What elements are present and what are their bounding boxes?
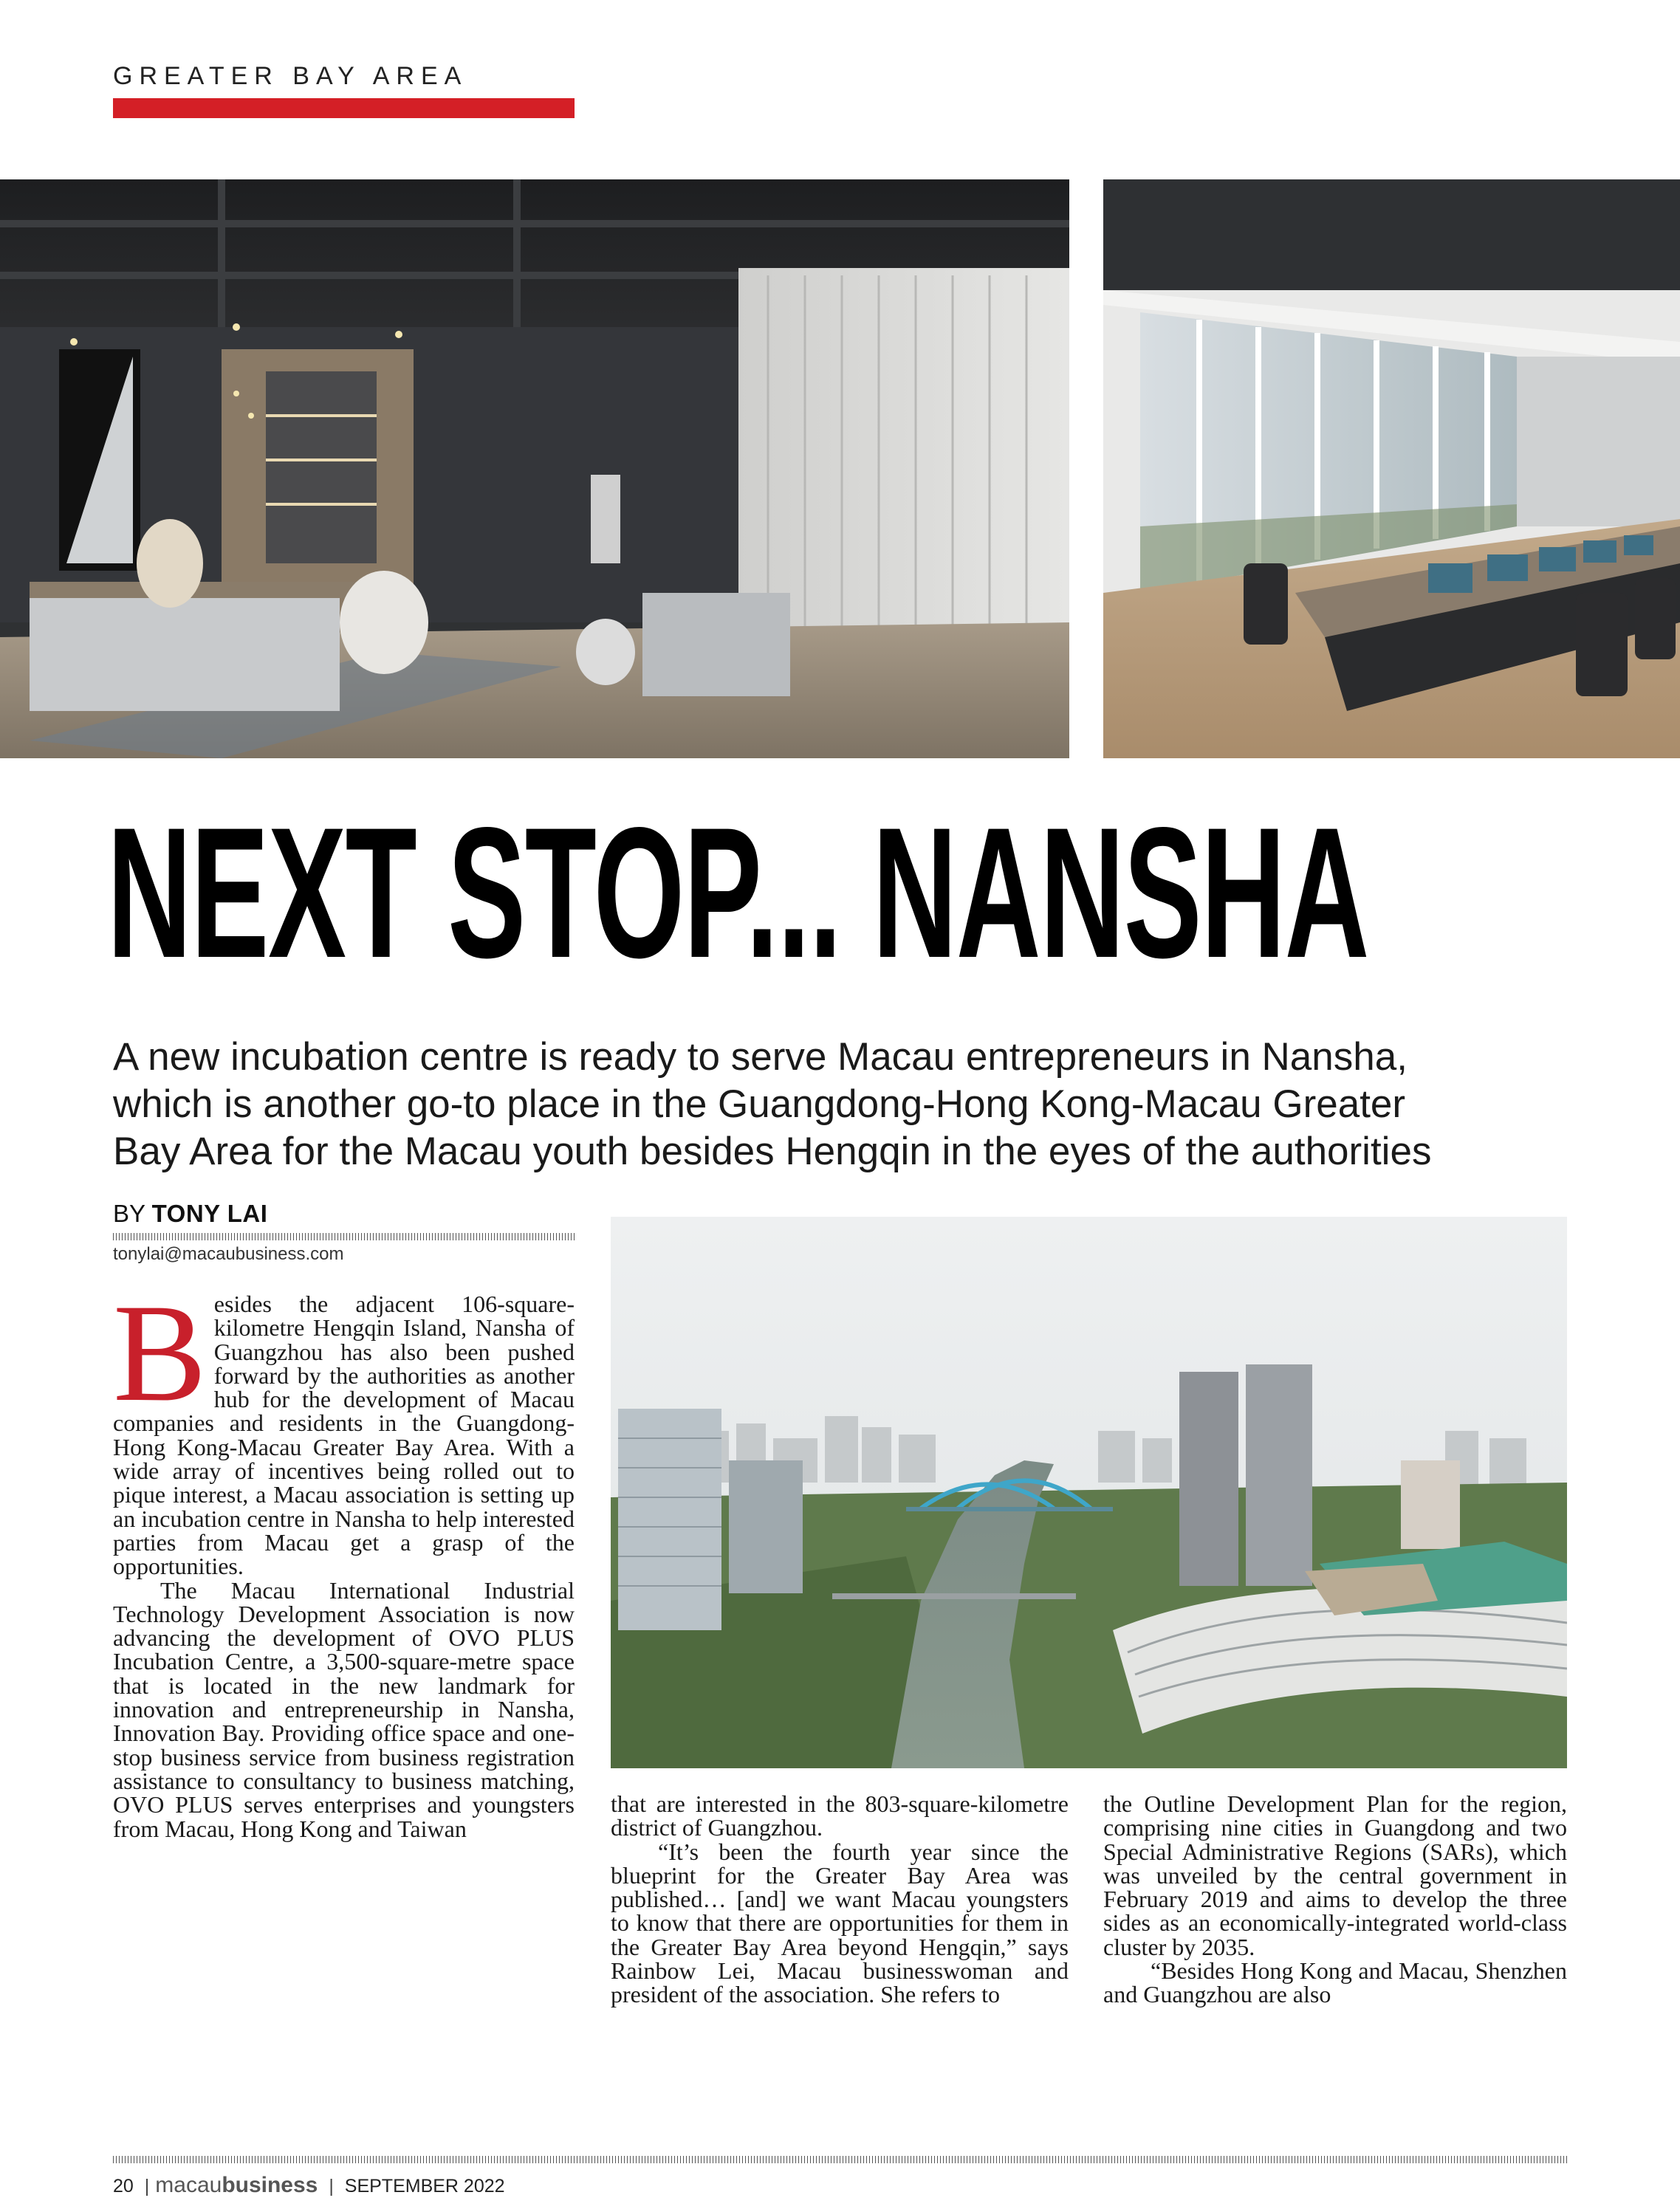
brand-name-bold: business (222, 2173, 318, 2197)
body-paragraph: that are interested in the 803-square-kilometre district of Guangzhou. (611, 1790, 1069, 1841)
body-column-2 (611, 1792, 1069, 2132)
section-label: GREATER BAY AREA (113, 62, 468, 90)
page-number: 20 (113, 2176, 134, 2196)
headline: NEXT STOP... NANSHA (107, 789, 1369, 997)
footer-separator: | (329, 2176, 334, 2196)
deck-line: A new incubation centre is ready to serve Macau entrepreneurs in Nansha, (113, 1035, 1408, 1079)
body-column-3 (1103, 1792, 1567, 2132)
drop-cap: B (113, 1276, 207, 1431)
brand-name-light: macau (155, 2173, 222, 2197)
issue-date: SEPTEMBER 2022 (344, 2176, 505, 2196)
author-email: tonylai@macaubusiness.com (113, 1244, 344, 1264)
page-footer (113, 2173, 505, 2198)
body-paragraph: “Besides Hong Kong and Macau, Shenzhen and Guangzhou are also (1103, 1957, 1567, 2008)
section-accent-bar (113, 98, 575, 118)
body-column-1 (113, 1276, 575, 2134)
deck-line: Bay Area for the Macau youth besides Hengqin in the eyes of the authorities (113, 1130, 1432, 1173)
byline (113, 1200, 267, 1228)
body-paragraph: the Outline Development Plan for the region, comprising nine cities in Guangdong and two Special Administrative Regions (SARs), which was unveiled by the central government in February 2019 and aims to develop the three sides as an economically-integrated world-class cluster by 2035. (1103, 1790, 1567, 1960)
nansha-aerial-photo (611, 1217, 1567, 1768)
office-interior-photo (0, 179, 1069, 758)
byline-divider (113, 1233, 575, 1240)
body-paragraph: The Macau International Industrial Technology Development Association is now advancing the development of OVO PLUS Incubation Centre, a 3,500-square-metre space that is located in the new landmark for innovation and entrepreneurship in Nansha, Innovation Bay. Providing office space and one-stop business service from business registration assistance to consultancy to business matching, OVO PLUS serves enterprises and youngsters from Macau, Hong Kong and Taiwan (113, 1576, 575, 1842)
footer-separator: | (144, 2176, 150, 2196)
byline-author: TONY LAI (151, 1200, 268, 1227)
paragraph-text: esides the adjacent 106-square-kilometre Hengqin Island, Nansha of Guangzhou has also been pushed forward by the authorities as another hub for the development of Macau companies and residents in the Guangdong-Hong Kong-Macau Greater Bay Area. With a wide array of incentives being rolled out to pique interest, a Macau association is setting up an incubation centre in Nansha to help interested parties from Macau get a grasp of the opportunities. (113, 1291, 575, 1580)
byline-prefix: BY (113, 1200, 145, 1227)
footer-divider (113, 2156, 1567, 2163)
open-workspace-photo (1103, 179, 1680, 758)
deck-line: which is another go-to place in the Guangdong-Hong Kong-Macau Greater (113, 1082, 1406, 1126)
body-paragraph (113, 1276, 575, 1580)
deck (113, 1034, 1590, 1175)
body-paragraph: “It’s been the fourth year since the blueprint for the Greater Bay Area was published… [and] we want Macau youngsters to know that there are opportunities for them in the Greater Bay Area beyond Hengqin,” says Rainbow Lei, Macau businesswoman and president of the association. She refers to (611, 1838, 1069, 2008)
